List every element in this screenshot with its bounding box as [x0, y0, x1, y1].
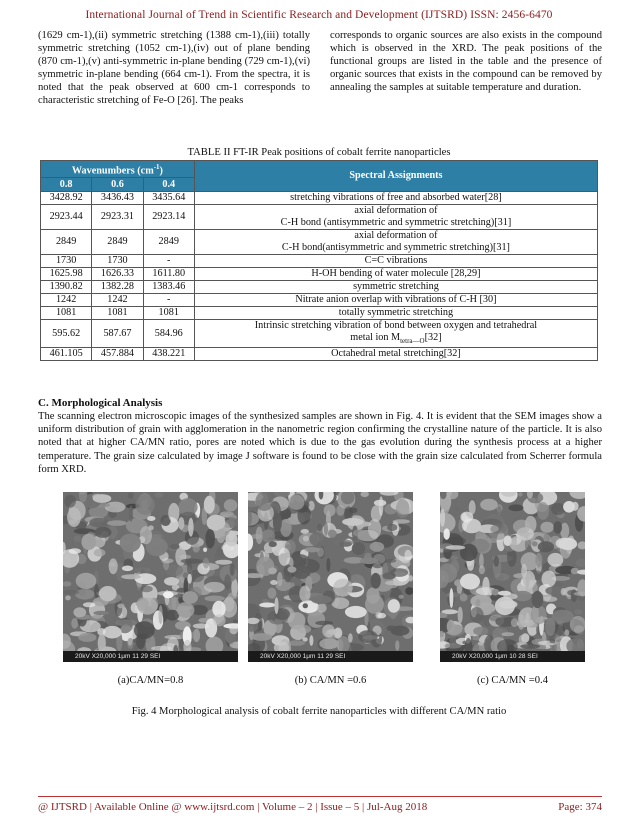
particle	[551, 503, 566, 515]
particle	[564, 629, 569, 636]
particle	[387, 625, 396, 631]
particle	[521, 633, 529, 642]
particle	[324, 504, 336, 516]
particle	[518, 492, 522, 496]
assignments-header: Spectral Assignments	[194, 161, 597, 192]
cell-0-8: 1730	[41, 255, 92, 268]
particle	[117, 604, 124, 609]
page-number: Page: 374	[558, 801, 602, 813]
particle	[379, 496, 383, 516]
particle	[127, 638, 133, 649]
particle	[303, 603, 308, 608]
particle	[228, 592, 238, 599]
particle	[299, 586, 310, 603]
particle	[224, 574, 231, 590]
particle	[89, 518, 108, 528]
particle	[358, 630, 378, 643]
particle	[309, 635, 313, 646]
particle	[76, 573, 97, 589]
particle	[75, 589, 94, 600]
particle	[390, 568, 408, 577]
particle	[262, 530, 275, 543]
particle	[288, 495, 304, 510]
particle	[370, 542, 385, 552]
sem-image-b	[248, 492, 413, 662]
particle	[322, 624, 335, 637]
particle	[107, 520, 127, 526]
cell-0-6: 3436.43	[92, 192, 143, 205]
particle	[311, 595, 332, 604]
table-row	[41, 320, 598, 348]
particle	[69, 548, 81, 554]
particle	[204, 496, 215, 514]
table-caption: TABLE II FT-IR Peak positions of cobalt ferrite nanoparticles	[187, 147, 451, 158]
particle	[122, 566, 133, 572]
cell-0-4: 584.96	[143, 320, 194, 348]
particle	[553, 521, 562, 533]
cell-assignment: axial deformation of C-H bond (antisymmetric and symmetric stretching)[31]	[194, 205, 597, 230]
particle	[315, 621, 333, 626]
page-footer	[38, 801, 602, 813]
table-row	[41, 192, 598, 205]
particle	[229, 625, 238, 634]
particle	[385, 559, 396, 563]
particle	[399, 595, 404, 599]
particle	[371, 573, 381, 589]
particle	[83, 602, 95, 607]
particle	[470, 595, 491, 608]
left-column-text: (1629 cm-1),(ii) symmetric stretching (1388 cm-1),(iii) totally symmetric stretching (1052 cm-1),(iv) out of plane bending (870 cm-1),(v) anti-symmetric in-plane bending (729 cm-1),(vi) symmetric in-plane bending (664 cm-1). From the spectra, it is noted that the peak observed at 600 cm-1 corresponds to characteristic stretching of Fe-O [26]. The peaks	[38, 30, 310, 107]
cell-0-6: 2923.31	[92, 205, 143, 230]
table-row	[41, 307, 598, 320]
particle	[177, 588, 187, 593]
particle	[73, 607, 86, 617]
particle	[563, 501, 575, 513]
particle	[140, 586, 153, 593]
particle	[540, 522, 553, 533]
section-body: The scanning electron microscopic images of the synthesized samples are shown in Fig. 4. It is evident that the SEM images show a uniform distribution of grain with agglomeration in the nanometric region confirming the crystalline nature of the particle. It is also noted that at higher CA/MN ratio, pores are noted which is due to the gas evolution during the synthesis process at a higher temperature. The grain size calculated by image J software is found to be close with the grain size calculated from Scherrer formula form XRD.	[38, 411, 602, 475]
particle	[258, 621, 263, 631]
particle	[92, 494, 102, 500]
cell-assignment: Octahedral metal stretching[32]	[194, 348, 597, 361]
particle	[137, 597, 149, 611]
particle	[460, 594, 468, 602]
sem-texture	[440, 492, 585, 662]
cell-0-4: 1081	[143, 307, 194, 320]
particle	[349, 507, 357, 513]
particle	[309, 532, 324, 546]
particle	[94, 584, 99, 599]
particle	[388, 599, 400, 613]
particle	[368, 519, 381, 539]
particle	[509, 504, 524, 511]
cell-0-8: 1625.98	[41, 268, 92, 281]
particle	[204, 582, 225, 593]
particle	[319, 638, 339, 649]
particle	[168, 503, 179, 523]
table-row	[41, 268, 598, 281]
particle	[460, 512, 473, 523]
particle	[116, 619, 137, 626]
particle	[353, 529, 365, 536]
particle	[178, 517, 184, 530]
particle	[303, 536, 309, 542]
sem-scale-bar: 20kV X20,000 1μm 10 28 SEI	[440, 651, 585, 662]
particle	[120, 534, 141, 553]
sem-image-a	[63, 492, 238, 662]
particle	[188, 574, 192, 584]
particle	[559, 538, 577, 550]
particle	[502, 632, 515, 636]
sem-scale-bar: 20kV X20,000 1μm 11 29 SEI	[63, 651, 238, 662]
particle	[224, 499, 238, 511]
table-row	[41, 205, 598, 230]
particle	[395, 640, 399, 651]
particle	[455, 507, 460, 511]
cell-0-4: -	[143, 255, 194, 268]
particle	[511, 618, 518, 627]
particle	[440, 509, 445, 527]
particle	[78, 633, 96, 642]
cell-assignment: Nitrate anion overlap with vibrations of C-H [30]	[194, 294, 597, 307]
sem-texture	[63, 492, 238, 662]
ftir-table	[40, 160, 598, 361]
particle	[532, 541, 538, 546]
particle	[193, 629, 200, 642]
particle	[163, 591, 174, 598]
particle	[542, 596, 557, 602]
two-column-text	[38, 29, 602, 108]
particle	[490, 524, 507, 534]
particle	[216, 529, 225, 543]
particle	[447, 620, 455, 633]
sem-caption-a: (a)CA/MN=0.8	[117, 675, 184, 686]
particle	[98, 634, 106, 653]
particle	[99, 586, 117, 601]
section-heading: C. Morphological Analysis	[38, 397, 163, 409]
particle	[269, 541, 277, 547]
figure-caption: Fig. 4 Morphological analysis of cobalt ferrite nanoparticles with different CA/MN ratio	[131, 706, 507, 717]
cell-0-6: 1382.28	[92, 281, 143, 294]
particle	[473, 627, 488, 636]
particle	[268, 567, 277, 574]
particle	[181, 559, 203, 564]
particle	[65, 595, 71, 600]
table-row	[41, 230, 598, 255]
particle	[328, 530, 337, 538]
particle	[128, 493, 134, 499]
cell-0-4: 1383.46	[143, 281, 194, 294]
subheader-0-6: 0.6	[92, 178, 143, 192]
particle	[393, 519, 411, 523]
particle	[545, 618, 555, 636]
particle	[444, 643, 461, 648]
particle	[497, 506, 501, 515]
wavenumbers-header: Wavenumbers $(cm^{-1})$	[41, 161, 195, 178]
particle	[491, 589, 499, 596]
particle	[213, 614, 226, 626]
particle	[170, 544, 180, 550]
particle	[548, 553, 564, 567]
particle	[251, 633, 272, 641]
particle	[561, 588, 566, 595]
particle	[479, 565, 485, 574]
particle	[105, 502, 126, 513]
cell-0-4: 438.221	[143, 348, 194, 361]
particle	[203, 558, 209, 569]
particle	[154, 492, 163, 497]
right-column-text: corresponds to organic sources are also exists in the compound which is observed in the XRD. The peak positions of the functional groups are listed in the table and the presence of organic sources that exists in the compound can be removed by annealing the samples at suitable temperature and duration.	[330, 30, 602, 94]
particle	[135, 495, 154, 515]
cell-0-6: 1730	[92, 255, 143, 268]
particle	[287, 566, 296, 572]
particle	[67, 507, 81, 527]
particle	[535, 553, 542, 568]
particle	[121, 574, 141, 579]
particle	[538, 541, 554, 552]
particle	[205, 596, 225, 602]
particle	[352, 542, 365, 555]
particle	[552, 610, 574, 623]
particle	[134, 621, 155, 639]
particle	[317, 524, 322, 532]
cell-0-6: 587.67	[92, 320, 143, 348]
particle	[109, 558, 118, 574]
particle	[64, 495, 76, 508]
particle	[396, 499, 410, 518]
particle	[207, 515, 226, 531]
sem-caption-c: (c) CA/MN =0.4	[476, 675, 548, 686]
cell-assignment: H-OH bending of water molecule [28,29]	[194, 268, 597, 281]
cell-assignment: totally symmetric stretching	[194, 307, 597, 320]
particle	[495, 597, 515, 615]
particle	[449, 588, 453, 608]
particle	[498, 591, 511, 596]
particle	[451, 556, 459, 560]
cell-0-8: 3428.92	[41, 192, 92, 205]
particle	[574, 609, 582, 615]
particle	[520, 644, 540, 649]
cell-0-8: 2923.44	[41, 205, 92, 230]
table-row	[41, 281, 598, 294]
cell-0-8: 2849	[41, 230, 92, 255]
particle	[333, 539, 353, 546]
particle	[480, 499, 498, 511]
particle	[305, 547, 320, 552]
particle	[256, 527, 263, 545]
particle	[377, 613, 386, 619]
journal-header: International Journal of Trend in Scientific Research and Development (IJTSRD) ISSN: 2456-6470	[85, 9, 553, 21]
particle	[74, 535, 81, 542]
sem-texture	[248, 492, 413, 662]
particle	[177, 602, 195, 618]
particle	[277, 572, 283, 586]
particle	[545, 586, 563, 595]
particle	[71, 618, 78, 629]
particle	[307, 611, 325, 628]
particle	[233, 619, 238, 624]
particle	[255, 492, 273, 511]
particle	[360, 558, 378, 565]
particle	[345, 606, 367, 618]
cell-assignment: stretching vibrations of free and absorbed water[28]	[194, 192, 597, 205]
particle	[326, 558, 330, 572]
particle	[409, 575, 413, 581]
particle	[542, 571, 557, 588]
particle	[476, 599, 481, 606]
particle	[215, 560, 232, 565]
particle	[94, 527, 111, 538]
particle	[274, 597, 278, 614]
particle	[164, 577, 179, 586]
particle	[297, 625, 311, 634]
particle	[159, 605, 163, 624]
particle	[94, 549, 106, 557]
particle	[324, 522, 328, 536]
sem-image-c	[440, 492, 585, 662]
cell-0-4: 2849	[143, 230, 194, 255]
particle	[470, 607, 484, 623]
subheader-0-8: 0.8	[41, 178, 92, 192]
particle	[267, 588, 276, 599]
particle	[494, 556, 499, 567]
particle	[188, 518, 193, 537]
sem-scale-bar: 20kV X20,000 1μm 11 29 SEI	[248, 651, 413, 662]
cell-0-6: 457.884	[92, 348, 143, 361]
particle	[404, 550, 411, 561]
cell-assignment: C=C vibrations	[194, 255, 597, 268]
cell-0-6: 1626.33	[92, 268, 143, 281]
cell-assignment: Intrinsic stretching vibration of bond between oxygen and tetrahedral metal ion $M_{tetra—O}[32]$	[194, 320, 597, 348]
particle	[387, 524, 397, 531]
cell-0-8: 1242	[41, 294, 92, 307]
particle	[537, 502, 549, 520]
particle	[478, 642, 483, 646]
particle	[129, 506, 133, 522]
particle	[513, 520, 530, 534]
cell-assignment: axial deformation of C-H bond(antisymmetric and symmetric stretching)[31]	[194, 230, 597, 255]
footer-divider	[38, 796, 602, 797]
cell-0-4: -	[143, 294, 194, 307]
sem-caption-b: (b) CA/MN =0.6	[294, 675, 367, 686]
table-row	[41, 255, 598, 268]
cell-0-6: 1081	[92, 307, 143, 320]
particle	[147, 516, 155, 521]
table-row	[41, 348, 598, 361]
particle	[93, 611, 108, 615]
cell-0-8: 1081	[41, 307, 92, 320]
particle	[317, 603, 327, 613]
cell-assignment: symmetric stretching	[194, 281, 597, 294]
cell-0-6: 2849	[92, 230, 143, 255]
particle	[259, 603, 275, 608]
particle	[532, 591, 544, 608]
cell-0-8: 461.105	[41, 348, 92, 361]
cell-0-6: 1242	[92, 294, 143, 307]
particle	[571, 568, 579, 575]
particle	[333, 579, 353, 597]
particle	[278, 548, 290, 566]
subheader-0-4: 0.4	[143, 178, 194, 192]
particle	[193, 543, 200, 552]
particle	[482, 577, 489, 595]
cell-0-8: 1390.82	[41, 281, 92, 294]
cell-0-4: 1611.80	[143, 268, 194, 281]
particle	[81, 534, 96, 550]
particle	[444, 528, 450, 539]
particle	[230, 563, 235, 576]
footer-info: @ IJTSRD | Available Online @ www.ijtsrd.com | Volume – 2 | Issue – 5 | Jul-Aug 2018	[38, 801, 428, 813]
particle	[550, 639, 556, 643]
particle	[521, 564, 527, 578]
cell-0-4: 3435.64	[143, 192, 194, 205]
table-row	[41, 294, 598, 307]
particle	[303, 637, 308, 641]
particle	[182, 591, 198, 604]
particle	[458, 607, 463, 624]
cell-0-4: 2923.14	[143, 205, 194, 230]
particle	[366, 587, 379, 603]
particle	[342, 518, 363, 526]
particle	[270, 580, 277, 585]
particle	[348, 633, 353, 642]
particle	[205, 529, 215, 549]
particle	[460, 574, 480, 590]
particle	[531, 605, 547, 624]
particle	[140, 526, 152, 544]
cell-0-8: 595.62	[41, 320, 92, 348]
particle	[203, 548, 207, 553]
particle	[385, 581, 399, 585]
particle	[445, 545, 465, 550]
